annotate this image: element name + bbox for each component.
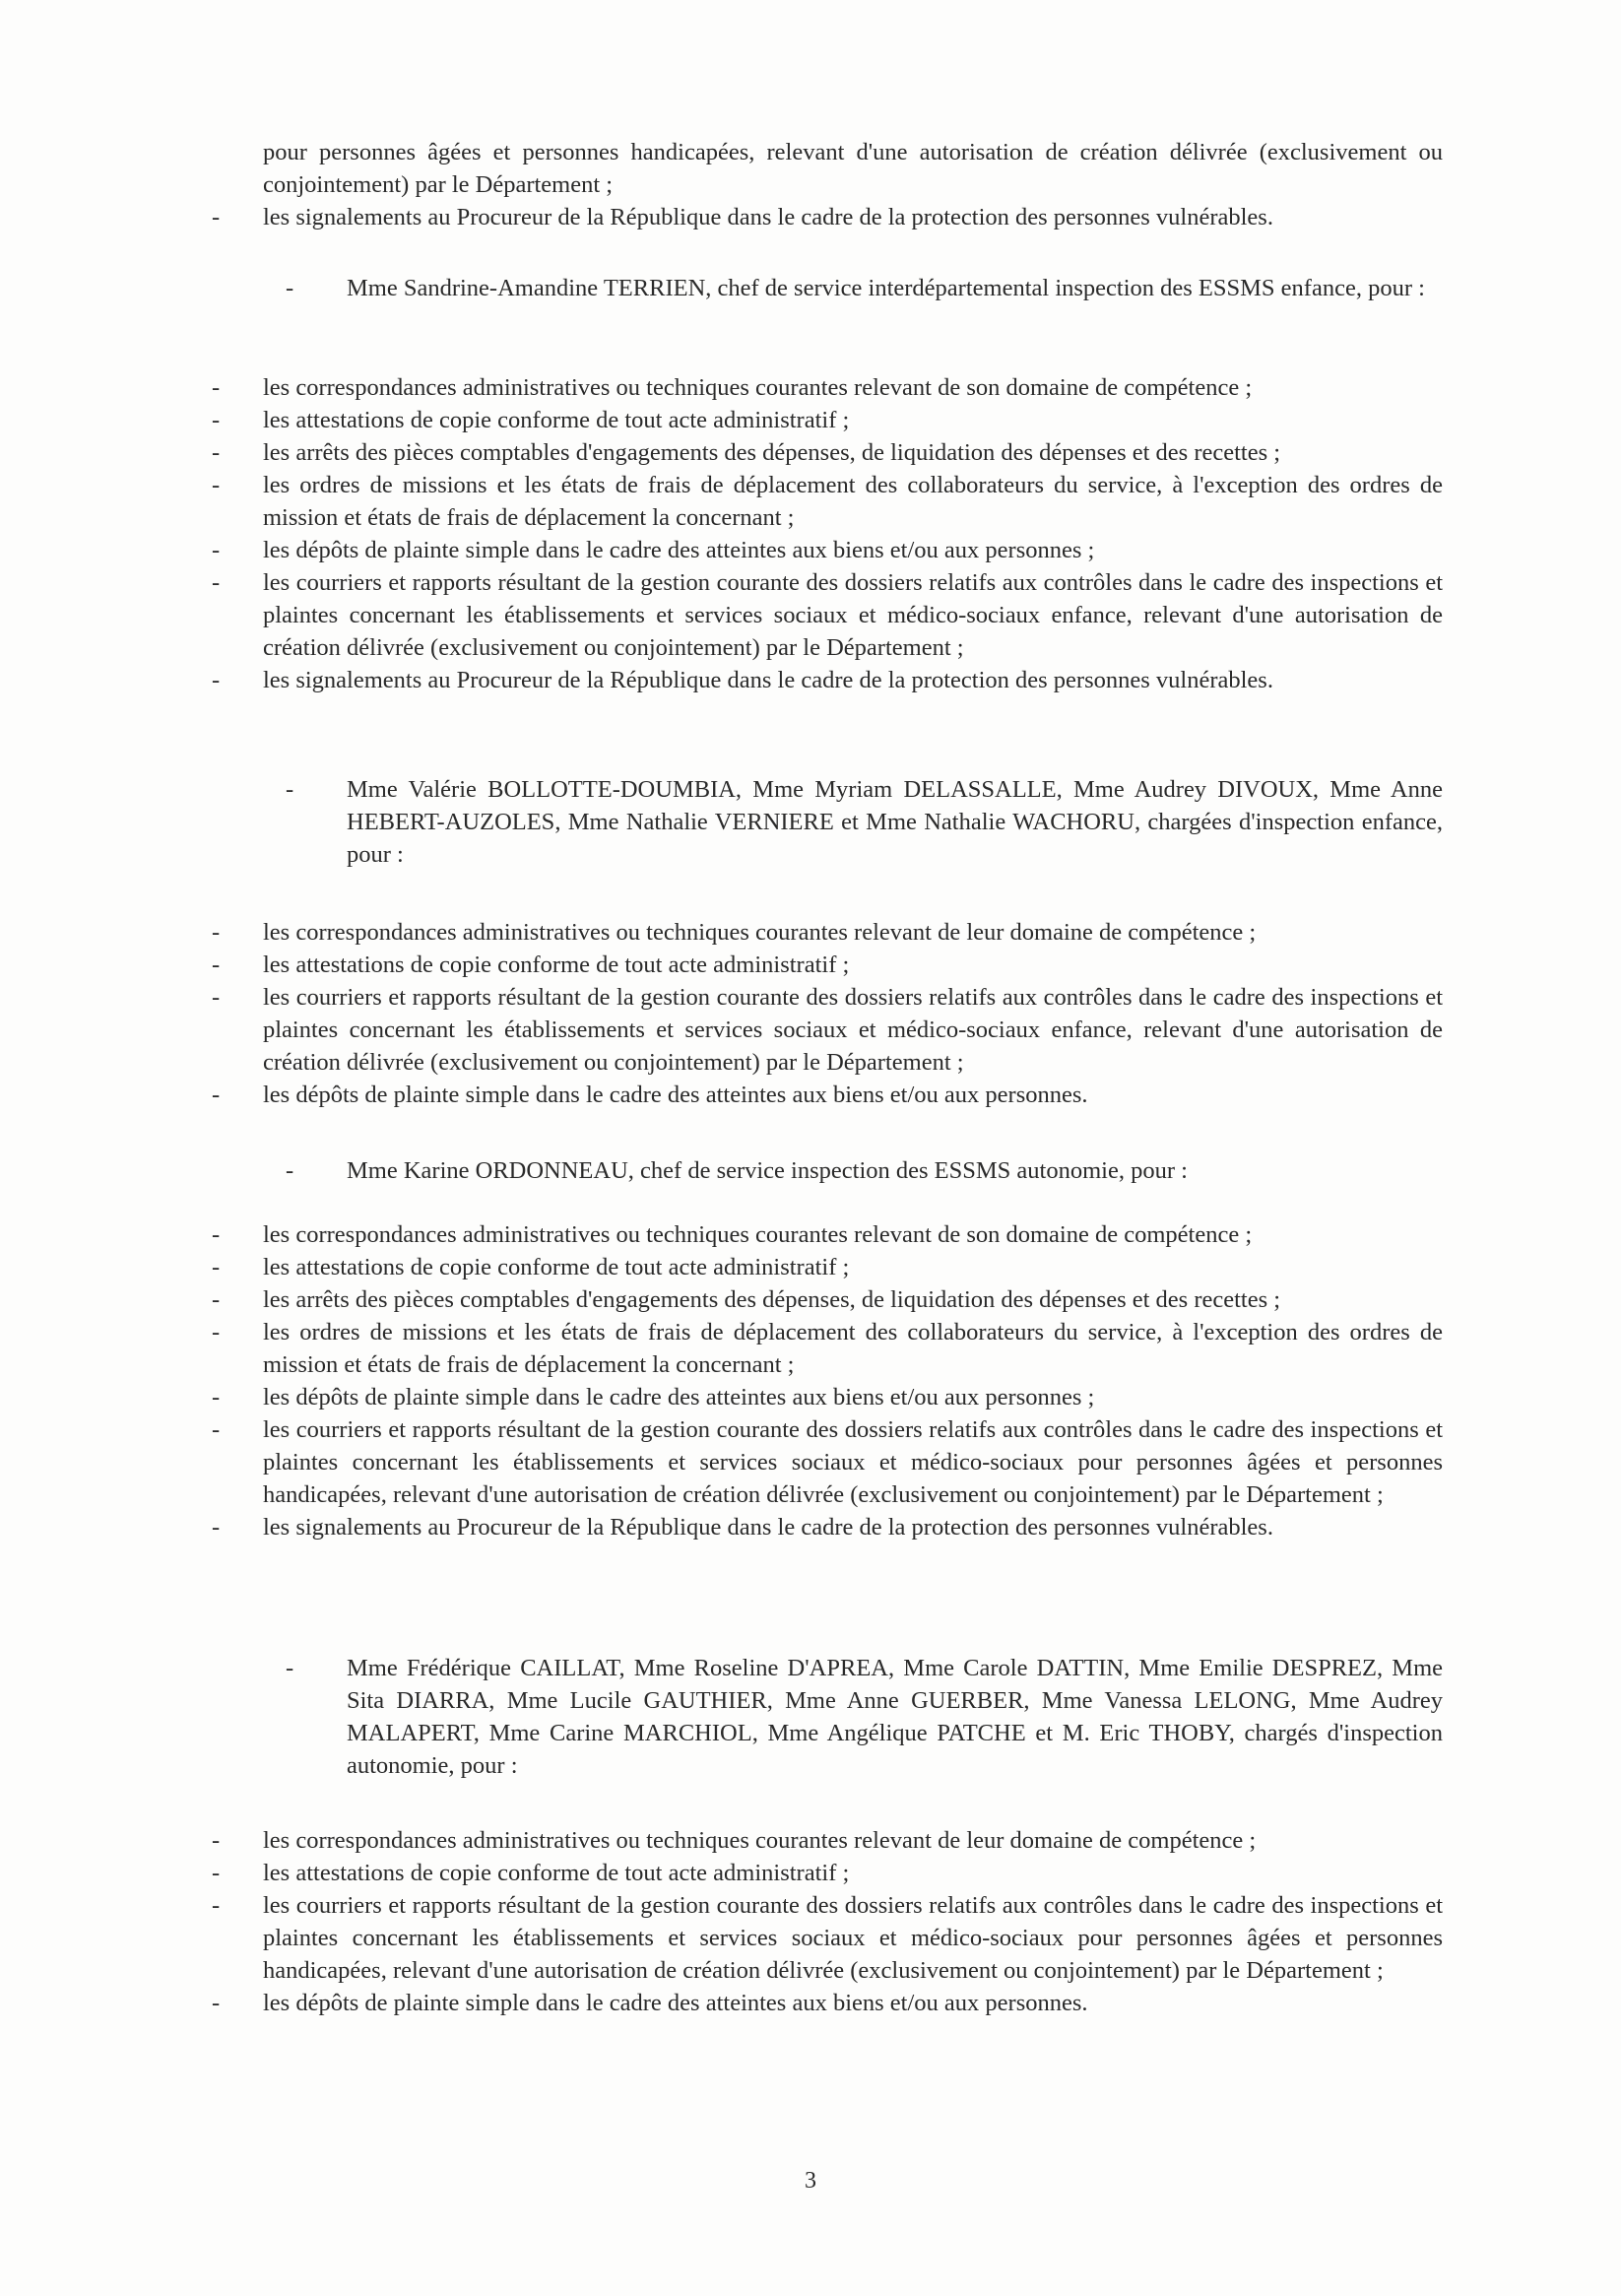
list-item-text: les dépôts de plainte simple dans le cadre des atteintes aux biens et/ou aux personnes ; <box>263 1384 1095 1410</box>
section-intro-text: Mme Frédérique CAILLAT, Mme Roseline D'APREA, Mme Carole DATTIN, Mme Emilie DESPREZ, Mme Sita DIARRA, Mme Lucile GAUTHIER, Mme Anne GUERBER, Mme Vanessa LELONG, Mme Audrey MALAPERT, Mme Carine MARCHIOL, Mme Angélique PATCHE et M. Eric THOBY, chargés d'inspection autonomie, pour : <box>347 1655 1443 1779</box>
dash-bullet: - <box>212 1221 221 1248</box>
list-item <box>212 1987 1443 2019</box>
list-item <box>212 981 1443 1079</box>
dash-bullet: - <box>212 984 221 1011</box>
dash-bullet: - <box>212 951 221 978</box>
dash-bullet: - <box>212 1286 221 1313</box>
list-item <box>212 1889 1443 1987</box>
list-item-text: les correspondances administratives ou techniques courantes relevant de leur domaine de compétence ; <box>263 919 1257 946</box>
list-item-text: les correspondances administratives ou techniques courantes relevant de son domaine de compétence ; <box>263 1221 1253 1248</box>
list-item <box>212 1511 1443 1543</box>
section-intro-text: Mme Sandrine-Amandine TERRIEN, chef de service interdépartemental inspection des ESSMS enfance, pour : <box>347 275 1425 301</box>
list-item <box>212 1283 1443 1316</box>
list-item <box>212 1316 1443 1381</box>
page-number: 3 <box>805 2168 816 2194</box>
list-item-text: les dépôts de plainte simple dans le cadre des atteintes aux biens et/ou aux personnes ; <box>263 537 1095 563</box>
delegation-section-enfance-inspectors <box>212 773 1443 871</box>
list-item <box>212 1413 1443 1511</box>
dash-bullet: - <box>286 275 294 301</box>
dash-bullet: - <box>212 919 221 946</box>
dash-bullet: - <box>212 1514 221 1541</box>
section-intro <box>286 1154 1443 1187</box>
list-item <box>212 436 1443 469</box>
delegation-section-terrien <box>212 272 1443 304</box>
section-items-enfance-inspectors <box>212 916 1443 1111</box>
list-item-text: les correspondances administratives ou techniques courantes relevant de son domaine de compétence ; <box>263 374 1253 401</box>
list-item-text: les attestations de copie conforme de tout acte administratif ; <box>263 1860 850 1886</box>
section-items-autonomie-inspectors <box>212 1824 1443 2019</box>
dash-bullet: - <box>212 1827 221 1854</box>
dash-bullet: - <box>212 1319 221 1345</box>
list-item <box>212 664 1443 696</box>
list-item-text: les signalements au Procureur de la République dans le cadre de la protection des personnes vulnérables. <box>263 1514 1273 1541</box>
list-item-text: les arrêts des pièces comptables d'engagements des dépenses, de liquidation des dépenses et des recettes ; <box>263 1286 1281 1313</box>
dash-bullet: - <box>286 776 294 803</box>
list-item <box>212 1079 1443 1111</box>
list-item <box>212 916 1443 949</box>
dash-bullet: - <box>212 537 221 563</box>
section-intro-text: Mme Valérie BOLLOTTE-DOUMBIA, Mme Myriam DELASSALLE, Mme Audrey DIVOUX, Mme Anne HEBERT-AUZOLES, Mme Nathalie VERNIERE et Mme Nathalie WACHORU, chargées d'inspection enfance, pour : <box>347 776 1443 868</box>
list-item-text: les correspondances administratives ou techniques courantes relevant de leur domaine de compétence ; <box>263 1827 1257 1854</box>
dash-bullet: - <box>212 1892 221 1919</box>
section-intro <box>286 1652 1443 1782</box>
list-item-text: les arrêts des pièces comptables d'engagements des dépenses, de liquidation des dépenses et des recettes ; <box>263 439 1281 466</box>
list-item <box>212 566 1443 664</box>
list-item <box>212 371 1443 404</box>
dash-bullet: - <box>212 1990 221 2016</box>
dash-bullet: - <box>286 1655 294 1681</box>
dash-bullet: - <box>212 1082 221 1108</box>
continuation-text: pour personnes âgées et personnes handicapées, relevant d'une autorisation de création délivrée (exclusivement ou conjointement) par le Département ; <box>263 139 1443 198</box>
dash-bullet: - <box>212 407 221 433</box>
list-item-text: les signalements au Procureur de la République dans le cadre de la protection des personnes vulnérables. <box>263 204 1273 230</box>
dash-bullet: - <box>212 1384 221 1410</box>
list-item-text: les courriers et rapports résultant de la gestion courante des dossiers relatifs aux contrôles dans le cadre des inspections et plaintes concernant les établissements et services sociaux et médico-sociaux pour personnes âgées et personnes handicapées, relevant d'une autorisation de création délivrée (exclusivement ou conjointement) par le Département ; <box>263 1892 1443 1984</box>
list-item-text: les courriers et rapports résultant de la gestion courante des dossiers relatifs aux contrôles dans le cadre des inspections et plaintes concernant les établissements et services sociaux et médico-sociaux pour personnes âgées et personnes handicapées, relevant d'une autorisation de création délivrée (exclusivement ou conjointement) par le Département ; <box>263 1416 1443 1508</box>
dash-bullet: - <box>212 439 221 466</box>
delegation-section-autonomie-inspectors <box>212 1652 1443 1782</box>
list-item <box>212 1218 1443 1251</box>
list-item <box>212 1857 1443 1889</box>
list-item <box>212 949 1443 981</box>
list-item <box>212 201 1443 233</box>
list-item-text: les signalements au Procureur de la République dans le cadre de la protection des personnes vulnérables. <box>263 667 1273 693</box>
list-item <box>212 534 1443 566</box>
top-continuation-block <box>212 136 1443 233</box>
dash-bullet: - <box>212 1254 221 1280</box>
list-item-text: les attestations de copie conforme de tout acte administratif ; <box>263 407 850 433</box>
dash-bullet: - <box>286 1157 294 1184</box>
section-items-terrien <box>212 371 1443 696</box>
list-item-text: les courriers et rapports résultant de la gestion courante des dossiers relatifs aux contrôles dans le cadre des inspections et plaintes concernant les établissements et services sociaux et médico-sociaux enfance, relevant d'une autorisation de création délivrée (exclusivement ou conjointement) par le Département ; <box>263 984 1443 1076</box>
section-intro-text: Mme Karine ORDONNEAU, chef de service inspection des ESSMS autonomie, pour : <box>347 1157 1188 1184</box>
dash-bullet: - <box>212 1860 221 1886</box>
list-item-text: les dépôts de plainte simple dans le cadre des atteintes aux biens et/ou aux personnes. <box>263 1082 1088 1108</box>
delegation-section-ordonneau <box>212 1154 1443 1187</box>
section-intro <box>286 773 1443 871</box>
dash-bullet: - <box>212 472 221 498</box>
section-intro <box>286 272 1443 304</box>
list-item <box>212 1251 1443 1283</box>
list-item <box>212 404 1443 436</box>
list-item-text: les courriers et rapports résultant de la gestion courante des dossiers relatifs aux contrôles dans le cadre des inspections et plaintes concernant les établissements et services sociaux et médico-sociaux enfance, relevant d'une autorisation de création délivrée (exclusivement ou conjointement) par le Département ; <box>263 569 1443 661</box>
dash-bullet: - <box>212 569 221 596</box>
dash-bullet: - <box>212 374 221 401</box>
list-item-text: les dépôts de plainte simple dans le cadre des atteintes aux biens et/ou aux personnes. <box>263 1990 1088 2016</box>
list-item-text: les attestations de copie conforme de tout acte administratif ; <box>263 951 850 978</box>
dash-bullet: - <box>212 667 221 693</box>
list-item <box>212 469 1443 534</box>
list-item-text: les ordres de missions et les états de frais de déplacement des collaborateurs du service, à l'exception des ordres de mission et états de frais de déplacement la concernant ; <box>263 1319 1443 1378</box>
list-item <box>212 1824 1443 1857</box>
dash-bullet: - <box>212 1416 221 1443</box>
list-item-text: les attestations de copie conforme de tout acte administratif ; <box>263 1254 850 1280</box>
list-item-text: les ordres de missions et les états de frais de déplacement des collaborateurs du service, à l'exception des ordres de mission et états de frais de déplacement la concernant ; <box>263 472 1443 531</box>
dash-bullet: - <box>212 204 221 230</box>
section-items-ordonneau <box>212 1218 1443 1543</box>
list-item <box>212 1381 1443 1413</box>
